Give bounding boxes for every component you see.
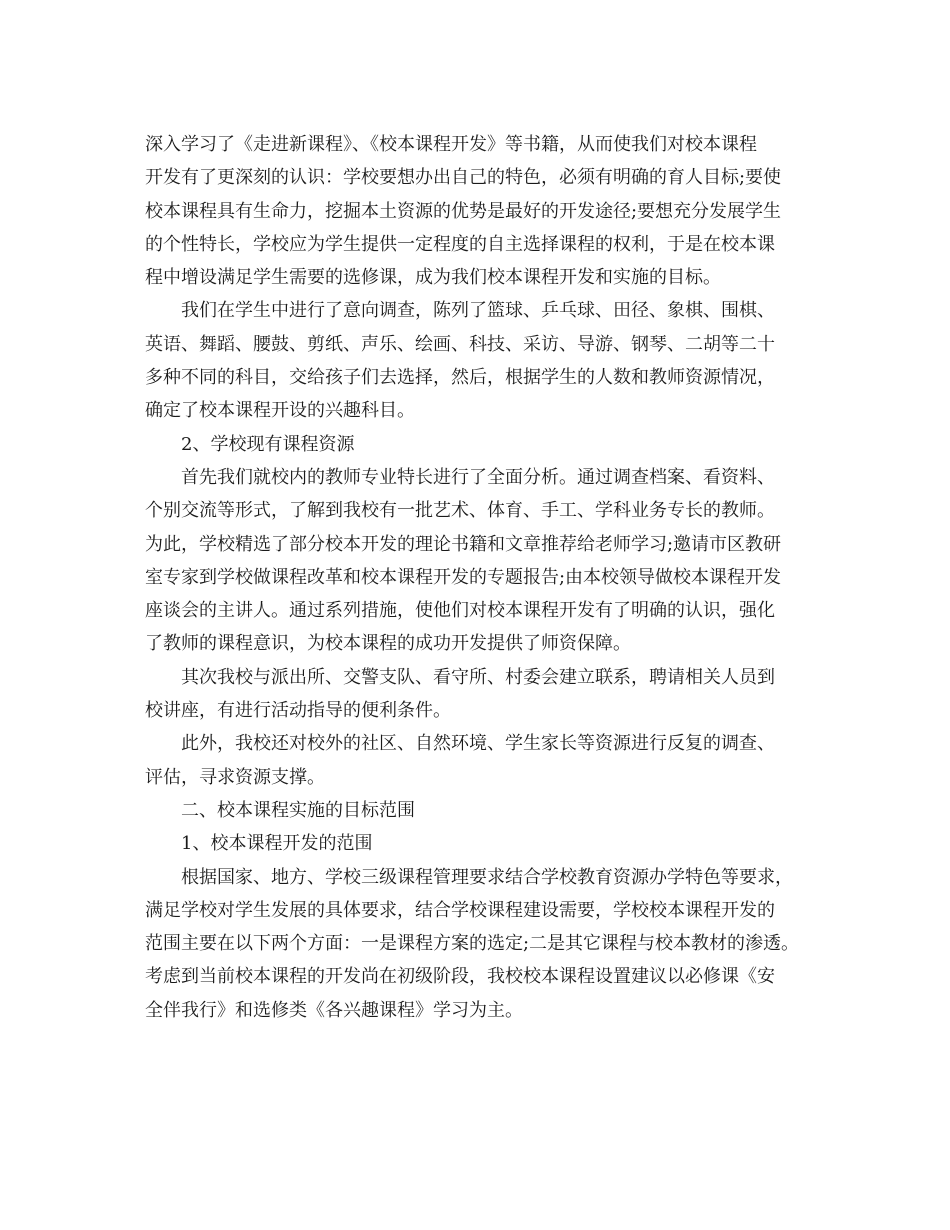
text-line: 开发有了更深刻的认识：学校要想办出自己的特色，必须有明确的育人目标;要使: [145, 167, 782, 189]
text-line: 评估，寻求资源支撑。: [145, 766, 325, 788]
text-line: 为此，学校精选了部分校本开发的理论书籍和文章推荐给老师学习;邀请市区教研: [145, 533, 782, 555]
text-line: 座谈会的主讲人。通过系列措施，使他们对校本课程开发有了明确的认识，强化: [145, 600, 775, 622]
text-line: 其次我校与派出所、交警支队、看守所、村委会建立联系，聘请相关人员到: [181, 666, 775, 688]
heading-line: 二、校本课程实施的目标范围: [181, 799, 415, 821]
paragraph-1: [145, 128, 825, 294]
text-line: 满足学校对学生发展的具体要求，结合学校课程建设需要，学校校本课程开发的: [145, 899, 775, 921]
section-heading-2: [145, 428, 825, 461]
text-line: 校讲座，有进行活动指导的便利条件。: [145, 700, 451, 722]
text-line: 的个性特长，学校应为学生提供一定程度的自主选择课程的权利，于是在校本课: [145, 233, 775, 255]
paragraph-3: [145, 461, 825, 661]
text-line: 深入学习了《走进新课程》、《校本课程开发》等书籍，从而使我们对校本课程: [145, 134, 757, 155]
section-heading-two: [145, 794, 825, 827]
text-line: 了教师的课程意识，为校本课程的成功开发提供了师资保障。: [145, 633, 631, 655]
paragraph-2: [145, 294, 825, 427]
text-line: 个别交流等形式，了解到我校有一批艺术、体育、手工、学科业务专长的教师。: [145, 500, 775, 522]
text-line: 范围主要在以下两个方面：一是课程方案的选定;二是其它课程与校本教材的渗透。: [145, 933, 800, 955]
heading-line: 2、学校现有课程资源: [181, 433, 355, 455]
document-body: [145, 128, 825, 1027]
text-line: 室专家到学校做课程改革和校本课程开发的专题报告;由本校领导做校本课程开发: [145, 566, 782, 588]
text-line: 根据国家、地方、学校三级课程管理要求结合学校教育资源办学特色等要求，: [181, 866, 793, 888]
section-heading-1: [145, 827, 825, 860]
heading-line: 1、校本课程开发的范围: [181, 833, 373, 855]
text-line: 多种不同的科目，交给孩子们去选择，然后，根据学生的人数和教师资源情况，: [145, 367, 775, 389]
paragraph-4: [145, 661, 825, 728]
text-line: 我们在学生中进行了意向调查，陈列了篮球、乒乓球、田径、象棋、围棋、: [181, 300, 775, 322]
text-line: 考虑到当前校本课程的开发尚在初级阶段，我校校本课程设置建议以必修课《安: [145, 966, 775, 988]
text-line: 全伴我行》和选修类《各兴趣课程》学习为主。: [145, 999, 523, 1021]
text-line: 英语、舞蹈、腰鼓、剪纸、声乐、绘画、科技、采访、导游、钢琴、二胡等二十: [145, 333, 775, 355]
paragraph-6: [145, 861, 825, 1027]
text-line: 校本课程具有生命力，挖掘本土资源的优势是最好的开发途径;要想充分发展学生: [145, 200, 782, 222]
text-line: 确定了校本课程开设的兴趣科目。: [145, 400, 415, 422]
text-line: 程中增设满足学生需要的选修课，成为我们校本课程开发和实施的目标。: [145, 267, 721, 289]
paragraph-5: [145, 727, 825, 794]
text-line: 首先我们就校内的教师专业特长进行了全面分析。通过调查档案、看资料、: [181, 466, 775, 488]
text-line: 此外，我校还对校外的社区、自然环境、学生家长等资源进行反复的调查、: [181, 733, 775, 755]
